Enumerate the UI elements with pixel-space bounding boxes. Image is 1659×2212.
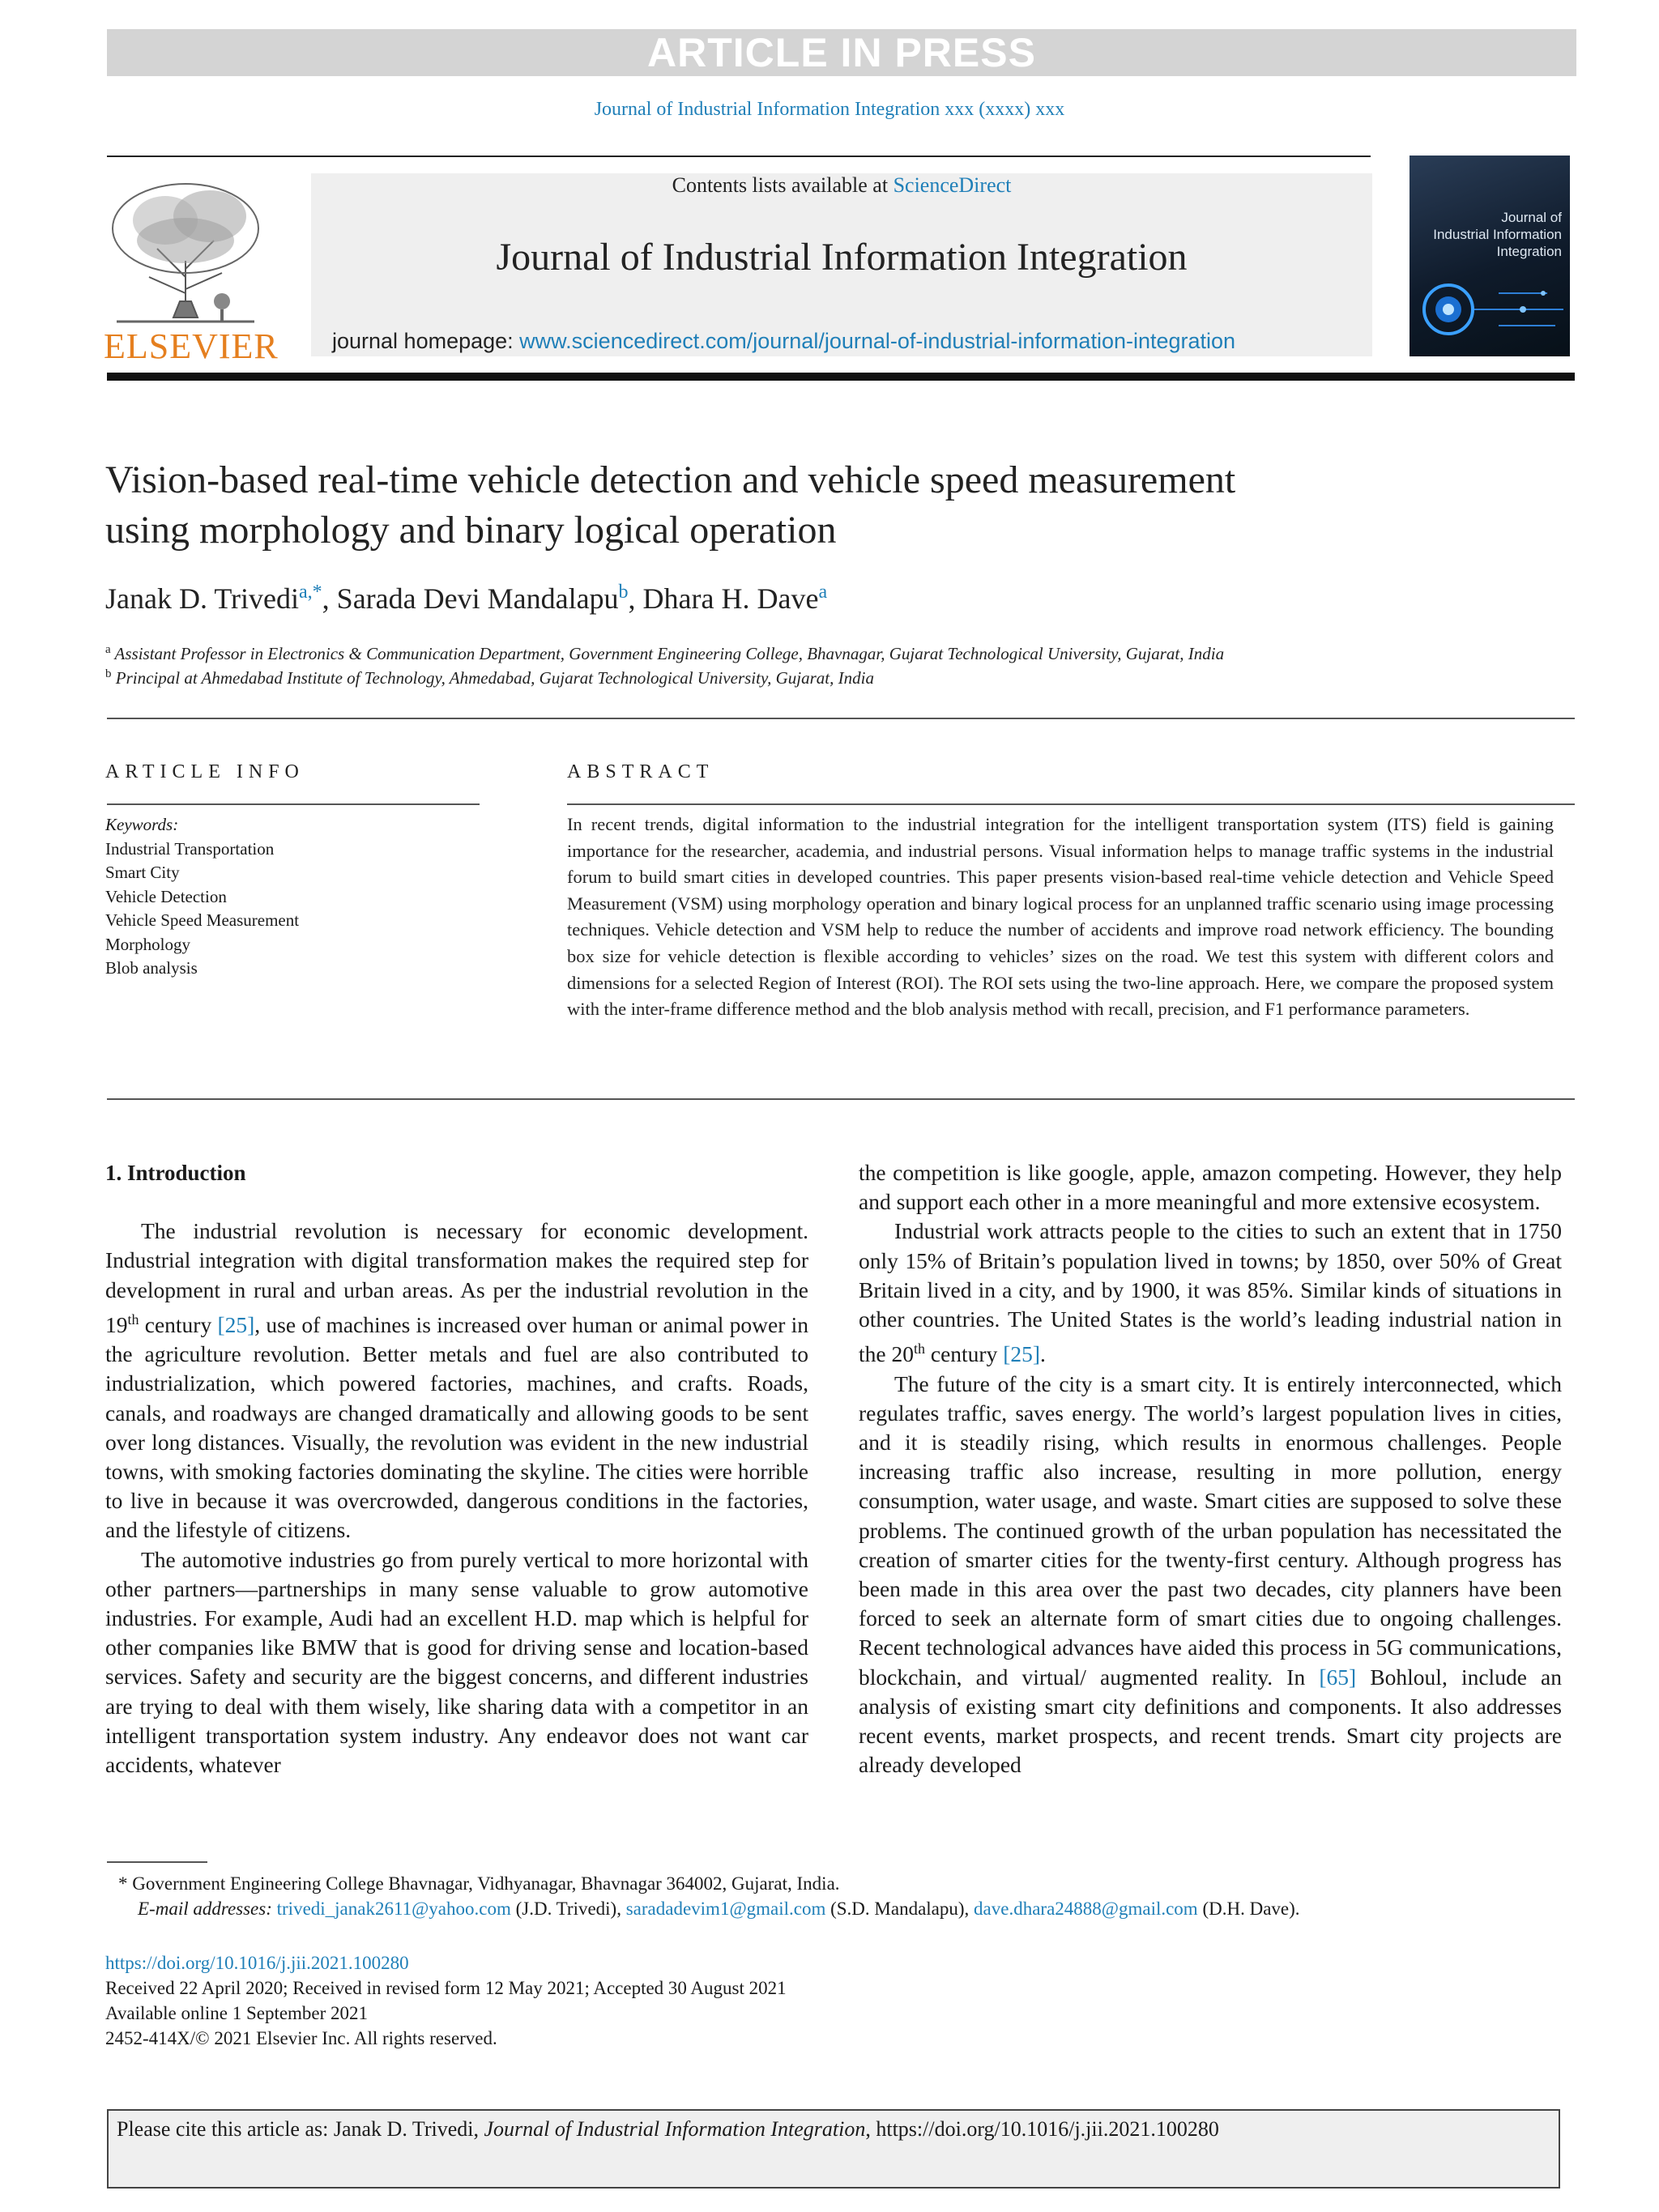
- keywords-label: Keywords:: [105, 815, 179, 834]
- journal-name: Journal of Industrial Information Integration: [496, 236, 1188, 279]
- homepage-prefix: journal homepage:: [332, 329, 520, 353]
- abstract-heading: ABSTRACT: [567, 761, 714, 782]
- corresponding-address: * Government Engineering College Bhavnagar, Vidhyanagar, Bhavnagar 364002, Gujarat, India.: [118, 1873, 840, 1894]
- affiliation-text: Assistant Professor in Electronics & Communication Department, Government Engineering College, Bhavnagar, Gujarat Technological University, Gujarat, India: [114, 644, 1225, 663]
- received-dates: Received 22 April 2020; Received in revised form 12 May 2021; Accepted 30 August 2021: [105, 1978, 787, 1998]
- author-affiliation-marker[interactable]: a,*: [299, 582, 322, 603]
- keyword-item: Blob analysis: [105, 958, 198, 978]
- citation-box: [107, 2109, 1560, 2189]
- body-text: The industrial revolution is necessary for economic development. Industrial integration with digital transformation makes the required step for development in rural and urban areas. As per the industrial revolution in the 19: [105, 1218, 808, 1337]
- body-paragraph: [859, 1370, 1562, 1780]
- author-list: [105, 582, 1482, 616]
- body-column-left: [105, 1158, 808, 1779]
- paper-title-line-1: Vision-based real-time vehicle detection and vehicle speed measurement: [105, 458, 1236, 501]
- header-rule: [107, 156, 1371, 157]
- abstract-text: In recent trends, digital information to the industrial integration for the intelligent transportation system (ITS) field is gaining importance for the researcher, academia, and industrial persons. Visual information helps to manage traffic systems in the industrial forum to build smart cities in developed countries. This paper presents vision-based real-time vehicle detection and Vehicle Speed Measurement (VSM) using morphology operation and binary logical process for an unplanned traffic scenario using image processing techniques. Vehicle detection and VSM help to reduce the number of accidents and improve road network efficiency. The bounding box size for vehicle detection is flexible according to vehicles’ sizes on the road. We test this system with different colors and dimensions for a selected Region of Interest (ROI). The ROI sets using the two-line approach. Here, we compare the proposed system with the inter-frame difference method and the blob analysis method with recall, precision, and F1 performance parameters.: [567, 814, 1554, 1020]
- keyword-item: Smart City: [105, 863, 180, 882]
- available-online-date: Available online 1 September 2021: [105, 2003, 369, 2023]
- cover-title-line: Journal of: [1501, 210, 1562, 225]
- email-owner: (J.D. Trivedi),: [510, 1899, 626, 1919]
- sciencedirect-link[interactable]: ScienceDirect: [893, 173, 1012, 197]
- body-paragraph: the competition is like google, apple, amazon competing. However, they help and support each other in a more meaningful and more extensive ecosystem.: [859, 1160, 1562, 1215]
- journal-homepage-link[interactable]: www.sciencedirect.com/journal/journal-of-industrial-information-integration: [519, 329, 1236, 353]
- cover-graphic-icon: [1410, 269, 1570, 356]
- author-separator: ,: [322, 582, 337, 615]
- affiliation-text: Principal at Ahmedabad Institute of Technology, Ahmedabad, Gujarat Technological University, Gujarat, India: [115, 668, 874, 688]
- keyword-item: Industrial Transportation: [105, 838, 275, 859]
- keywords-block: [105, 813, 527, 981]
- journal-cover-thumbnail[interactable]: [1410, 156, 1570, 356]
- footnote-rule: [107, 1861, 207, 1863]
- affiliation-marker: a: [105, 643, 111, 656]
- citation-link[interactable]: [25]: [217, 1311, 255, 1337]
- keyword-item: Morphology: [105, 934, 190, 954]
- cover-title: [1416, 209, 1562, 260]
- article-in-press-banner: ARTICLE IN PRESS: [107, 29, 1576, 76]
- cite-suffix: , https://doi.org/10.1016/j.jii.2021.100280: [865, 2117, 1219, 2141]
- paper-title-line-2: using morphology and binary logical operation: [105, 509, 837, 552]
- copyright-notice: 2452-414X/© 2021 Elsevier Inc. All rights reserved.: [105, 2028, 497, 2048]
- author-name: Janak D. Trivedi: [105, 582, 300, 615]
- email-line: [105, 1896, 1563, 1921]
- cover-title-line: Integration: [1496, 244, 1562, 259]
- email-link[interactable]: saradadevim1@gmail.com: [625, 1899, 826, 1919]
- elsevier-wordmark: ELSEVIER: [104, 326, 279, 366]
- citation-link[interactable]: [65]: [1319, 1664, 1357, 1690]
- affiliation-marker: b: [105, 667, 112, 680]
- publication-info: [105, 1950, 1077, 2051]
- superscript: th: [127, 1311, 139, 1328]
- body-text: century: [139, 1311, 218, 1337]
- masthead-thick-rule: [107, 373, 1575, 381]
- citation-link[interactable]: [25]: [1003, 1341, 1041, 1367]
- cover-title-line: Industrial Information: [1433, 227, 1562, 242]
- author-name: Sarada Devi Mandalapu: [336, 582, 619, 615]
- abstract-bottom-rule: [107, 1098, 1575, 1100]
- body-text: Bohloul, include an analysis of existing smart city definitions and components. It also addresses recent events, market prospects, and recent trends. Smart city projects are already developed: [859, 1664, 1562, 1778]
- body-paragraph: [105, 1217, 808, 1545]
- body-text: .: [1040, 1341, 1046, 1367]
- paper-title: [105, 455, 1482, 556]
- affiliation-b: [105, 667, 1547, 688]
- body-text: The future of the city is a smart city. It is entirely interconnected, which regulates traffic, saves energy. The world’s largest population lives in cities, and it is steadily rising, which results in enormous challenges. People increasing traffic also increase, resulting in more pollution, energy consumption, water usage, and waste. Smart cities are supposed to solve these problems. The continued growth of the urban population has necessitated the creation of smarter cities for the twenty-first century. Although progress has been made in this area over the past two decades, city planners have been forced to seek an alternate form of smart cities due to ongoing challenges. Recent technological advances have aided this process in 5G communications, blockchain, and virtual/ augmented reality. In: [859, 1370, 1562, 1690]
- contents-line: [311, 173, 1372, 198]
- footnote: [105, 1871, 1563, 1921]
- journal-reference-link[interactable]: Journal of Industrial Information Integration xxx (xxxx) xxx: [594, 99, 1065, 120]
- keyword-item: Vehicle Speed Measurement: [105, 910, 300, 930]
- author-separator: ,: [628, 582, 643, 615]
- cite-prefix: Please cite this article as: Janak D. Trivedi,: [117, 2117, 484, 2141]
- email-owner: (S.D. Mandalapu),: [825, 1899, 975, 1919]
- cite-journal: Journal of Industrial Information Integration: [484, 2117, 866, 2141]
- keyword-item: Vehicle Detection: [105, 886, 227, 906]
- article-info-heading: ARTICLE INFO: [105, 761, 305, 782]
- email-label: E-mail addresses:: [138, 1899, 277, 1919]
- superscript: th: [913, 1340, 925, 1357]
- author-affiliation-marker[interactable]: a: [818, 582, 828, 603]
- email-link[interactable]: dave.dhara24888@gmail.com: [974, 1899, 1198, 1919]
- author-affiliation-marker[interactable]: b: [618, 582, 629, 603]
- article-info-rule: [107, 803, 480, 805]
- author-name: Dhara H. Dave: [642, 582, 819, 615]
- body-text: , use of machines is increased over human or animal power in the agriculture revolution. Better metals and fuel are also contributed to industrialization, which powered factories, machines, and crafts. Roads, canals, and roadways are changed dramatically and allowing goods to be sent over long distances. Visually, the revolution was evident in the new industrial towns, with smoking factories dominating the skyline. The cities were horrible to live in because it was overcrowded, dangerous conditions in the factories, and the lifestyle of citizens.: [105, 1311, 808, 1543]
- body-paragraph: The automotive industries go from purely vertical to more horizontal with other partners—partnerships in many sense valuable to grow automotive industries. For example, Audi had an excellent H.D. map which is helpful for other companies like BMW that is good for driving sense and location-based services. Safety and security are the biggest concerns, and different industries are trying to deal with them wisely, like sharing data with a competitor in an intelligent transportation system industry. Any endeavor does not want car accidents, whatever: [105, 1546, 808, 1778]
- abstract-rule: [567, 803, 1575, 805]
- affiliation-a: [105, 643, 1547, 664]
- title-bottom-rule: [107, 718, 1575, 719]
- body-text: century: [925, 1341, 1004, 1367]
- contents-prefix: Contents lists available at: [672, 173, 893, 197]
- body-column-right: [859, 1158, 1562, 1779]
- body-text: Industrial work attracts people to the cities to such an extent that in 1750 only 15% of Britain’s population lived in towns; by 1850, over 50% of Great Britain lived in a city, and by 1900, it was 85%. Similar kinds of situations in other countries. The United States is the world’s leading industrial nation in the 20: [859, 1218, 1562, 1367]
- journal-homepage-line: [332, 329, 1369, 354]
- email-owner: (D.H. Dave).: [1197, 1899, 1300, 1919]
- email-link[interactable]: trivedi_janak2611@yahoo.com: [276, 1899, 511, 1919]
- doi-link[interactable]: https://doi.org/10.1016/j.jii.2021.100280: [105, 1953, 409, 1973]
- body-paragraph: [859, 1217, 1562, 1369]
- section-heading-introduction: 1. Introduction: [105, 1161, 246, 1185]
